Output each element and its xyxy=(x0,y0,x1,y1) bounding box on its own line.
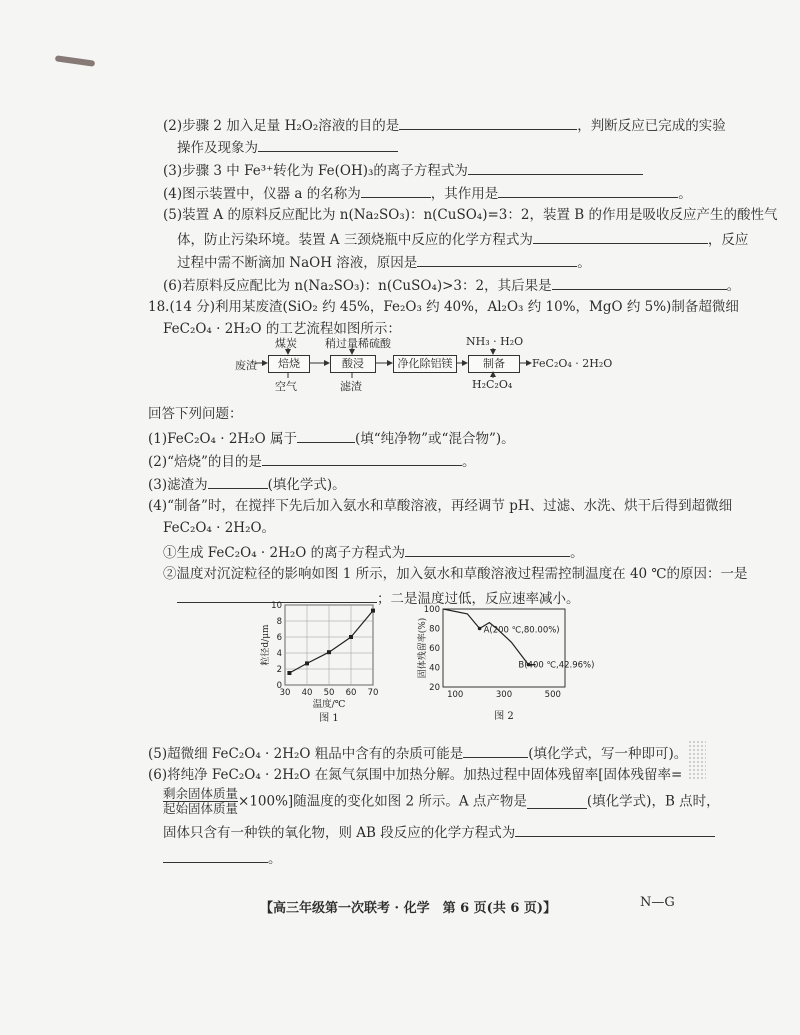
flow-top1: 煤炭 xyxy=(275,337,297,350)
answer-blank[interactable] xyxy=(417,252,577,267)
x-tick-label: 300 xyxy=(495,690,513,700)
x-tick-label: 100 xyxy=(447,690,464,700)
series-line xyxy=(443,609,536,665)
q17-part5-line2: 体，防止污染环境。装置 A 三颈烧瓶中反应的化学方程式为 ，反应 xyxy=(177,229,748,249)
q18-intro-line1: 18.(14 分)利用某废渣(SiO₂ 约 45%，Fe₂O₃ 约 40%，Al₂O₃ 约 10%，MgO 约 5%)制备超微细 xyxy=(148,299,739,315)
y-tick-label: 40 xyxy=(429,663,440,674)
q17-part2-line1: (2)步骤 2 加入足量 H₂O₂溶液的目的是 ，判断反应已完成的实验 xyxy=(163,115,726,135)
x-tick-label: 50 xyxy=(323,688,335,698)
footer-code: N—G xyxy=(640,895,675,910)
annotation-point xyxy=(478,627,482,631)
q18-intro-line2: FeC₂O₄ · 2H₂O 的工艺流程如图所示： xyxy=(163,321,401,337)
flow-top2: 稍过量稀硫酸 xyxy=(325,337,391,350)
chart-title: 图 1 xyxy=(319,713,339,724)
x-tick-label: 60 xyxy=(345,688,357,698)
q18-part6-line4: 。 xyxy=(163,848,282,868)
chart-figure-1 xyxy=(258,597,388,727)
answer-blank[interactable] xyxy=(262,451,462,466)
flow-top4: NH₃ · H₂O xyxy=(466,335,524,348)
answer-blank[interactable] xyxy=(208,474,268,489)
q18-part5: (5)超微细 FeC₂O₄ · 2H₂O 粗品中含有的杂质可能是 (填化学式，写一种即可)。 xyxy=(148,743,687,763)
flow-bottom4: H₂C₂O₄ xyxy=(472,378,513,391)
q18-part2: (2)“焙烧”的目的是 。 xyxy=(148,451,475,471)
y-tick-label: 10 xyxy=(271,601,282,611)
answer-blank[interactable] xyxy=(361,183,431,198)
y-axis-label: 固体残留率(%) xyxy=(418,617,428,679)
q18-part6-line1: (6)将纯净 FeC₂O₄ · 2H₂O 在氮气氛围中加热分解。加热过程中固体残留率[固体残留率= xyxy=(148,767,683,783)
x-tick-label: 40 xyxy=(301,688,313,698)
q18-part6-fraction: 剩余固体质量 起始固体质量 ×100%]随温度的变化如图 2 所示。A 点产物是 (填化学式)，B 点时， xyxy=(163,786,720,816)
y-tick-label: 4 xyxy=(276,649,282,659)
y-tick-label: 80 xyxy=(429,624,440,635)
chart-title: 图 2 xyxy=(494,711,514,722)
q18-part6-line3: 固体只含有一种铁的氧化物，则 AB 段反应的化学方程式为 xyxy=(163,822,715,842)
answer-blank[interactable] xyxy=(498,183,678,198)
answer-blank[interactable] xyxy=(163,848,268,863)
y-tick-label: 100 xyxy=(423,605,440,615)
q17-part3: (3)步骤 3 中 Fe³⁺转化为 Fe(OH)₃的离子方程式为 xyxy=(163,160,643,180)
data-point xyxy=(287,671,291,675)
page-smudge xyxy=(55,55,95,67)
flow-box-prepare: 制备 xyxy=(468,355,520,373)
binding-dots xyxy=(688,740,706,780)
y-tick-label: 60 xyxy=(429,644,440,654)
q17-part5-line3: 过程中需不断滴加 NaOH 溶液，原因是 。 xyxy=(177,252,591,272)
answer-blank[interactable] xyxy=(468,160,643,175)
y-tick-label: 8 xyxy=(276,617,282,627)
answer-blank[interactable] xyxy=(515,822,715,837)
flow-box-purify: 净化除铝镁 xyxy=(393,355,457,373)
q18-part4-sub1: ①生成 FeC₂O₄ · 2H₂O 的离子方程式为 。 xyxy=(163,542,584,562)
q18-part4-line1: (4)“制备”时，在搅拌下先后加入氨水和草酸溶液，再经调节 pH、过滤、水洗、烘干后得到超微细 xyxy=(148,498,733,514)
answer-blank[interactable] xyxy=(463,743,528,758)
q18-part4-line2: FeC₂O₄ · 2H₂O。 xyxy=(163,520,276,536)
y-tick-label: 6 xyxy=(276,633,282,643)
x-tick-label: 30 xyxy=(279,688,291,698)
answer-blank[interactable] xyxy=(533,229,708,244)
flow-bottom1: 空气 xyxy=(275,380,297,393)
data-point xyxy=(327,650,331,654)
x-axis-label: 温度/℃ xyxy=(312,699,346,710)
flow-start: 废渣 xyxy=(235,359,257,372)
answer-blank[interactable] xyxy=(405,542,570,557)
annotation-label: B(400 ℃,42.96%) xyxy=(518,660,595,671)
footer-title: 【高三年级第一次联考 · 化学 第 6 页(共 6 页)】 xyxy=(260,901,557,916)
q17-part2-line2: 操作及现象为 xyxy=(177,137,398,157)
flow-arrows xyxy=(225,340,545,390)
q18-part4-sub2-line2: ；二是温度过低，反应速率减小。 xyxy=(177,588,580,608)
answer-blank[interactable] xyxy=(527,794,587,809)
q18-part1: (1)FeC₂O₄ · 2H₂O 属于 (填“纯净物”或“混合物”)。 xyxy=(148,428,515,448)
x-tick-label: 70 xyxy=(367,688,379,698)
q18-part3: (3)滤渣为 (填化学式)。 xyxy=(148,474,346,494)
plot-frame xyxy=(443,609,565,687)
y-tick-label: 20 xyxy=(429,683,440,693)
fraction-numerator: 剩余固体质量 xyxy=(163,786,239,801)
data-point xyxy=(371,609,375,613)
answer-blank[interactable] xyxy=(297,428,355,443)
answer-intro: 回答下列问题： xyxy=(148,406,243,422)
q17-part6: (6)若原料反应配比为 n(Na₂SO₃)：n(CuSO₄)>3：2，其后果是 。 xyxy=(163,275,740,295)
flow-box-roast: 焙烧 xyxy=(268,355,310,373)
flow-product: FeC₂O₄ · 2H₂O xyxy=(532,357,613,370)
data-point xyxy=(349,635,353,639)
answer-blank[interactable] xyxy=(399,115,577,130)
y-tick-label: 0 xyxy=(276,681,282,691)
flow-box-leach: 酸浸 xyxy=(330,355,376,373)
y-axis-label: 粒径d/μm xyxy=(261,624,271,666)
q18-part4-sub2: ②温度对沉淀粒径的影响如图 1 所示，加入氨水和草酸溶液过程需控制温度在 40 ℃的原因：一是 xyxy=(163,566,748,582)
annotation-label: A(200 ℃,80.00%) xyxy=(483,625,560,636)
y-tick-label: 2 xyxy=(276,665,282,675)
data-point xyxy=(305,661,309,665)
x-tick-label: 500 xyxy=(544,690,561,700)
q17-part5-line1: (5)装置 A 的原料反应配比为 n(Na₂SO₃)：n(CuSO₄)=3：2，装置 B 的作用是吸收反应产生的酸性气 xyxy=(163,207,778,223)
flow-bottom2: 滤渣 xyxy=(340,380,362,393)
fraction-denominator: 起始固体质量 xyxy=(163,801,239,816)
answer-blank[interactable] xyxy=(258,137,398,152)
answer-blank[interactable] xyxy=(552,275,727,290)
series-line xyxy=(289,611,373,673)
q17-part4: (4)图示装置中，仪器 a 的名称为 ，其作用是 。 xyxy=(163,183,692,203)
